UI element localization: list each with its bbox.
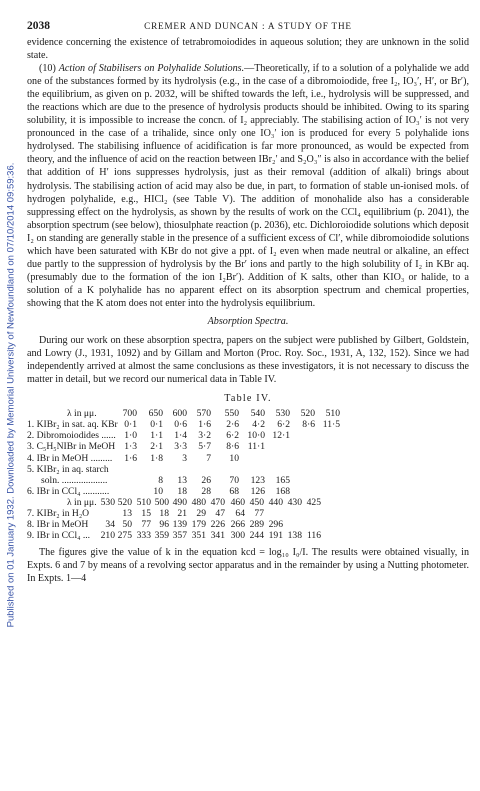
table-cell: 3·3 bbox=[174, 441, 187, 453]
table-cell: 510 bbox=[325, 408, 340, 420]
table-cell: 13 bbox=[177, 474, 187, 486]
table-row-label: 5. KIBr₂ in aq. starch bbox=[27, 463, 109, 475]
table-cell: 244 bbox=[249, 530, 264, 542]
table-row-label: λ in μμ. bbox=[67, 408, 97, 420]
table-row bbox=[27, 453, 469, 464]
table-cell: 550 bbox=[224, 408, 239, 420]
table-cell: 296 bbox=[268, 519, 283, 531]
paragraph-results-text: The figures give the value of k in the equation kcd = log₁₀ I₀/I. The results were obtained visually, in Expts. 6 and 7 by means of a revolving sector apparatus and in the remainder by using a Nutting photometer. In Expts. 1—4 bbox=[27, 547, 469, 585]
table-cell: 4·2 bbox=[252, 419, 265, 431]
table-cell: 540 bbox=[250, 408, 265, 420]
table-row-label: 8. IBr in MeOH bbox=[27, 519, 89, 531]
paragraph-heading: Action of Stabilisers on Polyhalide Solutions. bbox=[58, 63, 245, 75]
table-cell: 168 bbox=[275, 485, 290, 497]
table-cell: 10 bbox=[229, 452, 239, 464]
table-cell: 10·0 bbox=[247, 430, 265, 442]
table-row-label: 3. C₅H₅NIBr in MeOH bbox=[27, 441, 116, 453]
table-title: Table IV. bbox=[224, 393, 272, 405]
table-cell: 520 bbox=[300, 408, 315, 420]
table-cell: 1·1 bbox=[150, 430, 163, 442]
table-cell: 440 bbox=[268, 496, 283, 508]
table-cell: 470 bbox=[210, 496, 225, 508]
table-cell: 300 bbox=[230, 530, 245, 542]
table-cell: 34 bbox=[105, 519, 115, 531]
table-cell: 10 bbox=[153, 485, 163, 497]
table-row bbox=[27, 419, 469, 430]
table-cell: 600 bbox=[172, 408, 187, 420]
table-cell: 11·1 bbox=[247, 441, 265, 453]
table-row bbox=[27, 519, 469, 530]
table-cell: 2·6 bbox=[226, 419, 239, 431]
table-cell: 650 bbox=[148, 408, 163, 420]
table-cell: 5·7 bbox=[198, 441, 211, 453]
table-cell: 116 bbox=[306, 530, 321, 542]
table-cell: 18 bbox=[159, 508, 169, 520]
table-row bbox=[27, 464, 469, 475]
table-cell: 333 bbox=[136, 530, 151, 542]
running-header bbox=[27, 20, 469, 36]
table-cell: 138 bbox=[287, 530, 302, 542]
table-cell: 77 bbox=[254, 508, 264, 520]
table-row bbox=[27, 475, 469, 486]
table-row-label: soln. ................... bbox=[41, 474, 108, 486]
table-cell: 210 bbox=[100, 530, 115, 542]
table-cell: 2·1 bbox=[150, 441, 163, 453]
table-cell: 8 bbox=[158, 474, 163, 486]
table-cell: 530 bbox=[100, 496, 115, 508]
table-row bbox=[27, 508, 469, 519]
table-row-label: λ in μμ. bbox=[67, 496, 97, 508]
table-cell: 26 bbox=[201, 474, 211, 486]
table-cell: 126 bbox=[250, 485, 265, 497]
table-cell: 70 bbox=[229, 474, 239, 486]
table-cell: 179 bbox=[191, 519, 206, 531]
table-cell: 139 bbox=[172, 519, 187, 531]
table-cell: 700 bbox=[122, 408, 137, 420]
paragraph-absorption-text: During our work on these absorption spectra, papers on the subject were published by Gilbert, Goldstein, and Lowry (J., 1931, 1092) and by Gillam and Morton (Proc. Roy. Soc., 1931, A, 132, 152). Since we had independently arrived at almost the same conclusions as these investigators, it is not necessary to discuss the matter in detail, but we record our numerical data in Table IV. bbox=[27, 334, 469, 386]
table-cell: 1·4 bbox=[174, 430, 187, 442]
table-cell: 1·6 bbox=[198, 419, 211, 431]
paragraph-continuation bbox=[27, 36, 469, 62]
table-cell: 266 bbox=[230, 519, 245, 531]
table-cell: 1·3 bbox=[124, 441, 137, 453]
table-cell: 13 bbox=[122, 508, 132, 520]
table-cell: 6·2 bbox=[277, 419, 290, 431]
section-title: Absorption Spectra. bbox=[207, 315, 289, 327]
table-row bbox=[27, 441, 469, 452]
table-cell: 341 bbox=[210, 530, 225, 542]
table-row-label: 7. KIBr₂ in H₂O bbox=[27, 508, 90, 520]
paragraph-absorption bbox=[27, 334, 469, 386]
absorption-table bbox=[27, 408, 469, 541]
paragraph-stabilisers bbox=[27, 62, 469, 310]
table-row-label: 6. IBr in CCl₄ ........... bbox=[27, 485, 110, 497]
table-cell: 50 bbox=[122, 519, 132, 531]
paragraph-continuation-text: evidence concerning the existence of tetrabromoiodides in aqueous solution; they are unknown in the solid state. bbox=[27, 37, 469, 62]
table-row bbox=[27, 486, 469, 497]
table-header-row bbox=[27, 408, 469, 419]
table-cell: 520 bbox=[117, 496, 132, 508]
table-cell: 3·2 bbox=[198, 430, 211, 442]
table-cell: 1·6 bbox=[124, 452, 137, 464]
paragraph-results bbox=[27, 546, 469, 585]
table-cell: 12·1 bbox=[272, 430, 290, 442]
table-cell: 18 bbox=[177, 485, 187, 497]
table-cell: 226 bbox=[210, 519, 225, 531]
table-cell: 8·6 bbox=[302, 419, 315, 431]
table-cell: 96 bbox=[159, 519, 169, 531]
table-cell: 359 bbox=[154, 530, 169, 542]
table-cell: 47 bbox=[215, 508, 225, 520]
table-cell: 480 bbox=[191, 496, 206, 508]
table-cell: 357 bbox=[172, 530, 187, 542]
table-cell: 570 bbox=[196, 408, 211, 420]
table-cell: 0·1 bbox=[124, 419, 137, 431]
download-notice bbox=[0, 0, 22, 791]
table-cell: 1·8 bbox=[150, 452, 163, 464]
table-cell: 21 bbox=[177, 508, 187, 520]
table-cell: 460 bbox=[230, 496, 245, 508]
journal-page bbox=[27, 20, 469, 585]
table-header-row bbox=[27, 497, 469, 508]
table-cell: 0·6 bbox=[174, 419, 187, 431]
table-row-label: 1. KIBr₂ in sat. aq. KBr bbox=[27, 419, 118, 431]
table-cell: 0·1 bbox=[150, 419, 163, 431]
table-cell: 29 bbox=[196, 508, 206, 520]
table-cell: 28 bbox=[201, 485, 211, 497]
table-cell: 8·6 bbox=[226, 441, 239, 453]
table-row-label: 9. IBr in CCl₄ ... bbox=[27, 530, 91, 542]
table-cell: 11·5 bbox=[322, 419, 340, 431]
table-cell: 1·0 bbox=[124, 430, 137, 442]
download-notice-text: Published on 01 January 1932. Downloaded by Memorial University of Newfoundland on 07/10/2014 09:59:36. bbox=[5, 162, 17, 628]
table-cell: 490 bbox=[172, 496, 187, 508]
table-cell: 191 bbox=[268, 530, 283, 542]
table-row bbox=[27, 430, 469, 441]
table-cell: 289 bbox=[249, 519, 264, 531]
table-cell: 510 bbox=[136, 496, 151, 508]
table-row bbox=[27, 530, 469, 541]
table-cell: 351 bbox=[191, 530, 206, 542]
table-cell: 123 bbox=[250, 474, 265, 486]
table-cell: 530 bbox=[275, 408, 290, 420]
table-row-label: 2. Dibromoiodides ...... bbox=[27, 430, 116, 442]
table-cell: 500 bbox=[154, 496, 169, 508]
table-cell: 7 bbox=[206, 452, 211, 464]
table-cell: 64 bbox=[235, 508, 245, 520]
running-title: CREMER AND DUNCAN : A STUDY OF THE bbox=[144, 21, 352, 31]
table-cell: 3 bbox=[182, 452, 187, 464]
table-cell: 275 bbox=[117, 530, 132, 542]
table-cell: 68 bbox=[229, 485, 239, 497]
table-cell: 430 bbox=[287, 496, 302, 508]
table-cell: 6·2 bbox=[226, 430, 239, 442]
paragraph-stabilisers-body: —Theoretically, if to a solution of a polyhalide we add one of the substances formed by its hydrolysis (e.g., in the case of a dibromoiodide, free I₂, IO₃′, H′, or Br′), the equilibrium, as given on p. 2032, will be shifted towards the left, i.e., hydrolysis will be suppressed, and the reactions which are due to the presence of hydrolysis products should be inhibited. Owing to its sparing solubility, it is impossible to increase the concn. of I₂ appreciably. The stabilising action of IO₃′ is not very pronounced in the case of a trihalide, since only one IO₃′ ion is produced for every 5 polyhalide ions hydrolysed. The stabilising influence of acidification is far more pronounced, as would be expected from theory, and the influence of acid on the reaction between IBr₂′ and S₂O₃″ is also in accordance with the belief that addition of H′ ions suppresses hydrolysis, just as their removal (addition of alkali) brings about hydrolysis. The stabilising action of acid may also be due, in part, to formation of stable un-ionised mols. of hydrogen polyhalide, e.g., HICl₂ (see Table V). The addition of monohalide also has a considerable suppressing effect on the hydrolysis, as shown by the results of work on the CCl₄ equilibrium (p. 2041), the absorption spectrum (see below), thiosulphate reaction (p. 2036), etc. Dichloroiodide solutions which deposit I₂ on standing are generally stable in the presence of a sufficient excess of Cl′, while dibromoiodide solutions which have been saturated with KBr do not give a ppt. of I₂ even when made neutral or alkaline, an effect due partly to the suppression of hydrolysis by the Br′ ions and partly to the high solubility of I₂ in KBr aq. (presumably due to the formation of the ion I₂Br′). Addition of K salts, other than KIO₃ or halide, to a solution of a K polyhalide has no apparent effect on its absorption spectrum and chemical properties, showing that the K atom does not enter into the hydrolysis equilibrium. bbox=[27, 63, 469, 309]
table-cell: 77 bbox=[141, 519, 151, 531]
page-number: 2038 bbox=[27, 20, 50, 32]
table-cell: 425 bbox=[306, 496, 321, 508]
table-row-label: 4. IBr in MeOH ......... bbox=[27, 452, 113, 464]
table-cell: 450 bbox=[249, 496, 264, 508]
section-number: (10) bbox=[39, 63, 56, 75]
table-cell: 15 bbox=[141, 508, 151, 520]
table-cell: 165 bbox=[275, 474, 290, 486]
